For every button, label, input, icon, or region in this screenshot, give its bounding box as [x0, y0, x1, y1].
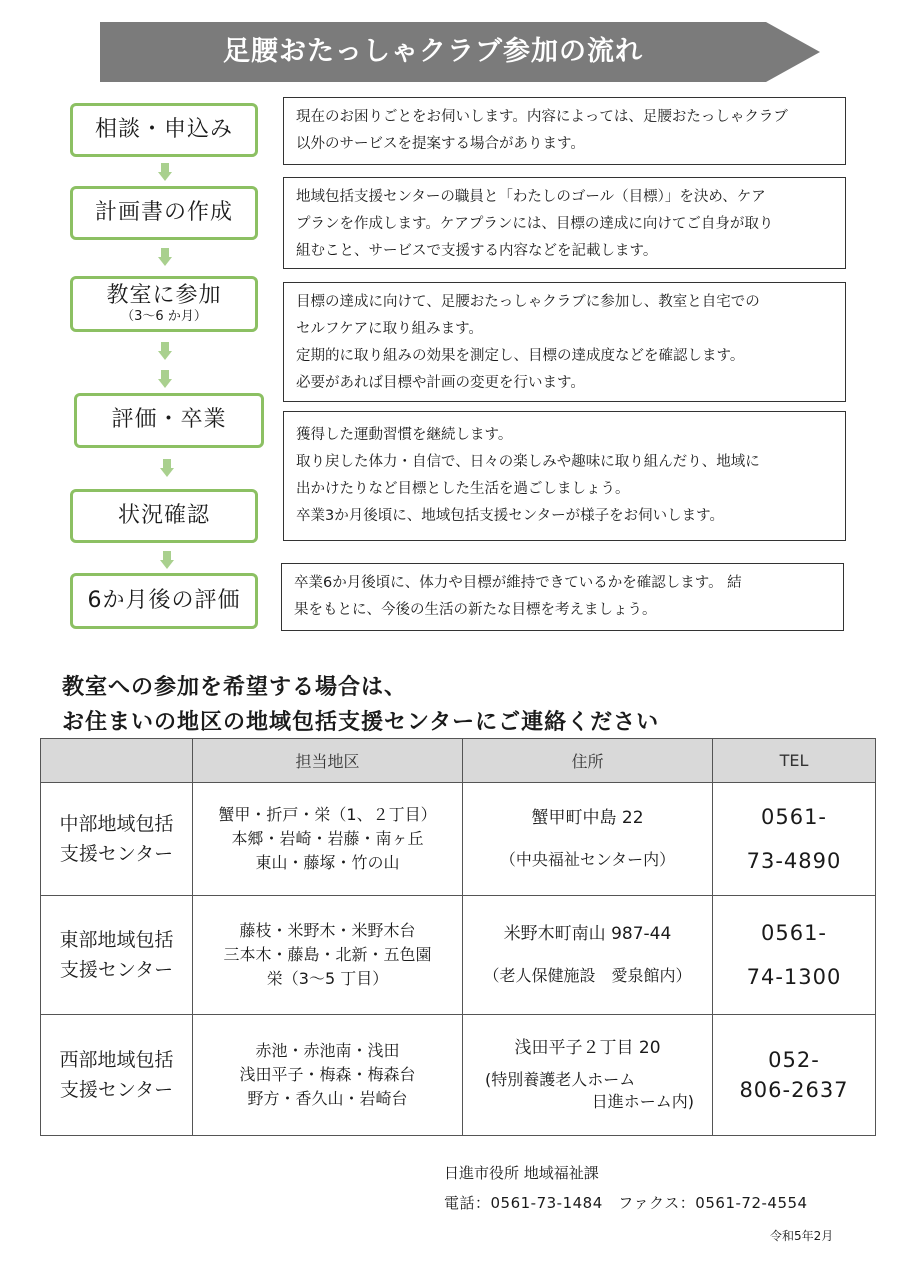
- center-name-line: 中部地域包括: [59, 813, 174, 835]
- desc-line: 組むこと、サービスで支援する内容などを記載します。: [296, 243, 658, 259]
- desc-line: 卒業3か月後頃に、地域包括支援センターが様子をお伺いします。: [296, 508, 724, 524]
- down-arrow-icon: [158, 342, 172, 362]
- table-header-row: [41, 739, 876, 783]
- page-title: 足腰おたっしゃクラブ参加の流れ: [223, 36, 643, 67]
- step-label: 相談・申込み: [94, 116, 233, 142]
- down-arrow-icon: [160, 459, 174, 479]
- address-line: 浅田平子２丁目 20: [514, 1038, 661, 1058]
- notice-line-1: 教室への参加を希望する場合は、: [62, 675, 408, 700]
- down-arrow-icon: [158, 370, 172, 390]
- down-arrow-icon: [158, 248, 172, 268]
- tel-line: 806-2637: [739, 1078, 849, 1102]
- desc-line: 卒業6か月後頃に、体力や目標が維持できているかを確認します。 結: [294, 575, 742, 591]
- step-label: 6か月後の評価: [87, 587, 241, 613]
- center-name-line: 西部地域包括: [59, 1049, 174, 1071]
- desc-graduate: [283, 411, 846, 541]
- tel-line: 73-4890: [746, 849, 842, 873]
- area-cell: [193, 896, 463, 1015]
- footer-date: 令和5年2月: [770, 1229, 834, 1243]
- desc-plan: [283, 177, 846, 269]
- center-name-line: 支援センター: [59, 843, 174, 865]
- step-duration: （3～6 か月）: [121, 308, 207, 324]
- step-plan: [70, 186, 258, 240]
- tel-line: 0561-: [760, 805, 828, 829]
- address-cell: [463, 896, 713, 1015]
- address-cell: [463, 1015, 713, 1136]
- area-line: 栄（3～5 丁目）: [266, 969, 389, 988]
- address-note: (特別養護老人ホーム: [485, 1070, 636, 1089]
- center-name-line: 支援センター: [59, 959, 174, 981]
- table-row: [41, 1015, 876, 1136]
- desc-line: 地域包括支援センターの職員と「わたしのゴール（目標）」を決め、ケア: [296, 189, 766, 205]
- center-name: [41, 1015, 193, 1136]
- step-class: [70, 276, 258, 332]
- center-name-line: 支援センター: [59, 1079, 174, 1101]
- area-line: 藤枝・米野木・米野木台: [239, 921, 416, 940]
- header-cell: TEL: [713, 739, 876, 783]
- desc-line: プランを作成します。ケアプランには、目標の達成に向けてご自身が取り: [296, 216, 774, 232]
- address-note: 日進ホーム内): [591, 1092, 694, 1111]
- step-label: 教室に参加: [106, 282, 222, 308]
- tel-cell: [713, 783, 876, 896]
- desc-line: 取り戻した体力・自信で、日々の楽しみや趣味に取り組んだり、地域に: [296, 454, 760, 470]
- centers-table: [40, 738, 876, 1136]
- desc-line: 定期的に取り組みの効果を測定し、目標の達成度などを確認します。: [296, 348, 745, 364]
- desc-line: 目標の達成に向けて、足腰おたっしゃクラブに参加し、教室と自宅での: [296, 294, 760, 310]
- desc-line: 出かけたりなど目標とした生活を過ごしましょう。: [296, 481, 630, 497]
- area-cell: [193, 783, 463, 896]
- step-label: 状況確認: [117, 502, 210, 528]
- area-line: 三本木・藤島・北新・五色園: [223, 945, 432, 964]
- step-6month-eval: [70, 573, 258, 629]
- tel-cell: [713, 1015, 876, 1136]
- step-label: 計画書の作成: [94, 199, 233, 225]
- center-name: [41, 896, 193, 1015]
- step-status-check: [70, 489, 258, 543]
- step-graduate: [74, 393, 264, 448]
- step-label: 評価・卒業: [111, 407, 227, 433]
- area-line: 蟹甲・折戸・栄（1、２丁目）: [218, 805, 437, 824]
- footer-contact: 電話：0561-73-1484 ファクス：0561-72-4554: [444, 1194, 808, 1212]
- footer-office: 日進市役所 地域福祉課: [444, 1164, 599, 1182]
- desc-line: セルフケアに取り組みます。: [296, 321, 483, 337]
- desc-6month-eval: [281, 563, 844, 631]
- table-row: [41, 896, 876, 1015]
- desc-line: 獲得した運動習慣を継続します。: [296, 427, 513, 443]
- tel-line: 74-1300: [746, 965, 842, 989]
- area-line: 野方・香久山・岩崎台: [247, 1089, 408, 1108]
- address-cell: [463, 783, 713, 896]
- area-line: 浅田平子・梅森・梅森台: [239, 1065, 416, 1084]
- header-cell: 住所: [463, 739, 713, 783]
- desc-class: [283, 282, 846, 402]
- desc-line: 現在のお困りごとをお伺いします。内容によっては、足腰おたっしゃクラブ: [296, 109, 788, 125]
- header-cell: [41, 739, 193, 783]
- tel-line: 0561-: [760, 921, 828, 945]
- desc-line: 必要があれば目標や計画の変更を行います。: [296, 375, 585, 391]
- header-cell: 担当地区: [193, 739, 463, 783]
- tel-line: 052-: [768, 1048, 820, 1072]
- area-line: 東山・藤塚・竹の山: [255, 853, 400, 872]
- center-name-line: 東部地域包括: [59, 929, 174, 951]
- notice-line-2: お住まいの地区の地域包括支援センターにご連絡ください: [62, 710, 660, 735]
- desc-line: 以外のサービスを提案する場合があります。: [296, 136, 585, 152]
- address-line: 蟹甲町中島 22: [531, 808, 644, 828]
- area-cell: [193, 1015, 463, 1136]
- address-note: （中央福祉センター内）: [499, 850, 676, 869]
- tel-cell: [713, 896, 876, 1015]
- area-line: 本郷・岩崎・岩藤・南ヶ丘: [231, 829, 424, 848]
- desc-line: 果をもとに、今後の生活の新たな目標を考えましょう。: [294, 602, 657, 618]
- down-arrow-icon: [160, 551, 174, 571]
- table-row: [41, 783, 876, 896]
- desc-consult: [283, 97, 846, 165]
- step-consult: [70, 103, 258, 157]
- address-note: （老人保健施設 愛泉館内）: [483, 966, 692, 985]
- center-name: [41, 783, 193, 896]
- down-arrow-icon: [158, 163, 172, 183]
- address-line: 米野木町南山 987-44: [503, 924, 672, 944]
- area-line: 赤池・赤池南・浅田: [255, 1041, 400, 1060]
